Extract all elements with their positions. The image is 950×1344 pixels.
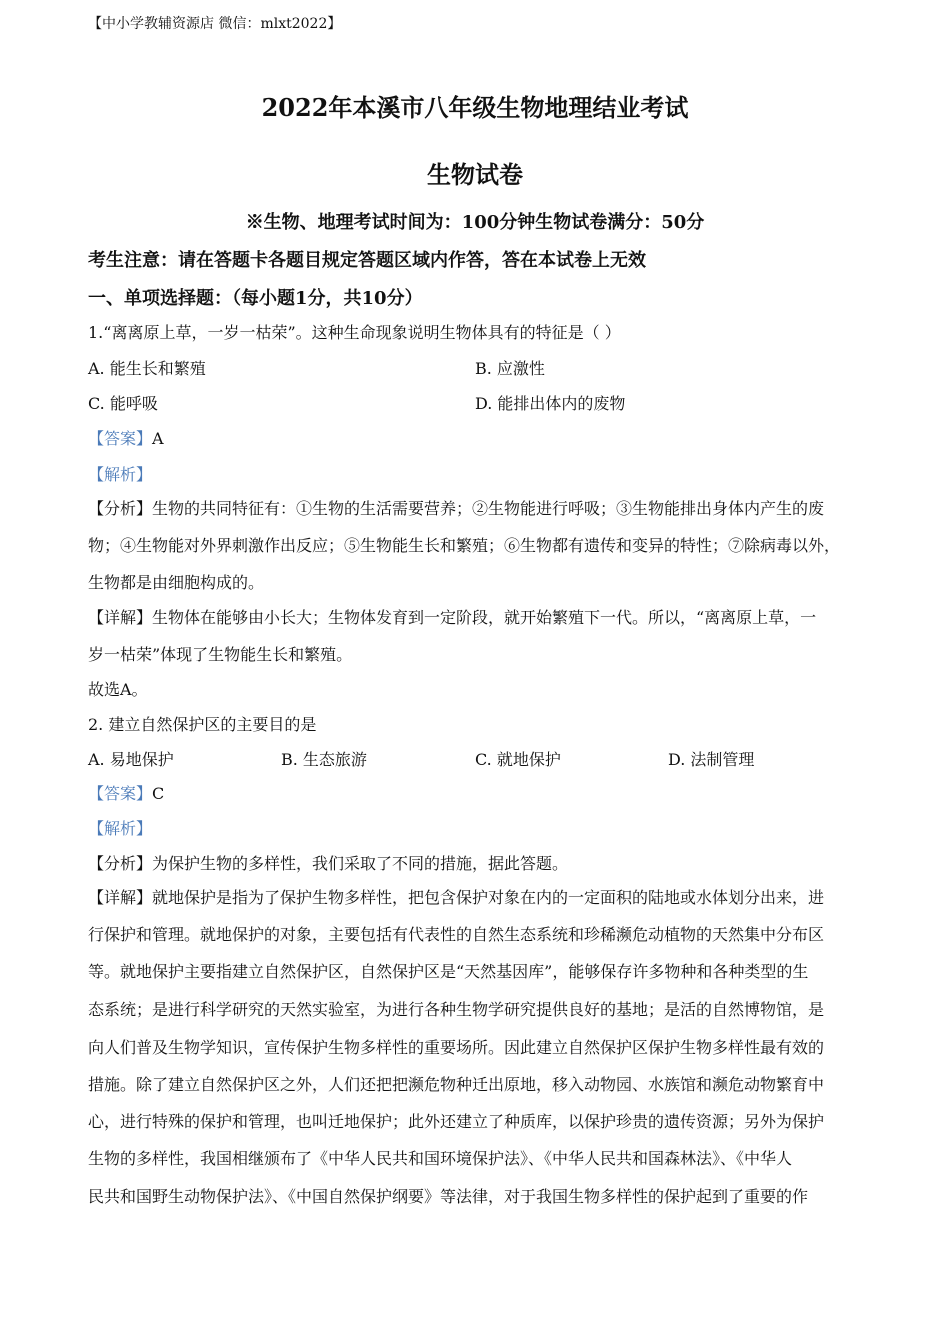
q1-answer-line xyxy=(88,426,164,449)
q1-fenxi-line: 【分析】生物的共同特征有：①生物的生活需要营养；②生物能进行呼吸；③生物能排出身体内产生的废 xyxy=(88,499,825,518)
q2-answer-value: C xyxy=(152,784,165,803)
header-note: 【中小学教辅资源店 微信：mlxt2022】 xyxy=(88,16,342,32)
q1-option-d: D. 能排出体内的废物 xyxy=(475,394,626,413)
q1-xiangjie-line: 【详解】生物体在能够由小长大；生物体发育到一定阶段，就开始繁殖下一代。所以，“离离原上草，一 xyxy=(88,608,817,627)
q1-analysis-label: 【解析】 xyxy=(88,465,153,484)
paper-subtitle: 生物试卷 xyxy=(427,160,523,189)
section-title: 一、单项选择题：（每小题1分，共10分） xyxy=(88,288,423,309)
q1-option-b: B. 应激性 xyxy=(475,359,545,378)
q2-xiangjie-line: 心，进行特殊的保护和管理，也叫迁地保护；此外还建立了种质库，以保护珍贵的遗传资源；另外为保护 xyxy=(88,1112,825,1131)
q2-option-a: A. 易地保护 xyxy=(88,750,174,769)
q2-xiangjie-line: 态系统；是进行科学研究的天然实验室，为进行各种生物学研究提供良好的基地；是活的自然博物馆，是 xyxy=(88,1000,825,1019)
q1-fenxi-line: 生物都是由细胞构成的。 xyxy=(88,573,265,592)
q1-stem: 1.“离离原上草，一岁一枯荣”。这种生命现象说明生物体具有的特征是（ ） xyxy=(88,323,621,342)
q1-option-a: A. 能生长和繁殖 xyxy=(88,359,206,378)
q2-xiangjie-line: 等。就地保护主要指建立自然保护区，自然保护区是“天然基因库”，能够保存许多物种和各种类型的生 xyxy=(88,962,809,981)
q2-xiangjie-line: 措施。除了建立自然保护区之外，人们还把把濒危物种迁出原地，移入动物园、水族馆和濒危动物繁育中 xyxy=(88,1075,825,1094)
q2-option-c: C. 就地保护 xyxy=(475,750,561,769)
q2-option-b: B. 生态旅游 xyxy=(281,750,367,769)
q2-analysis-label: 【解析】 xyxy=(88,819,153,838)
q2-stem: 2. 建立自然保护区的主要目的是 xyxy=(88,715,317,734)
q2-fenxi: 【分析】为保护生物的多样性，我们采取了不同的措施，据此答题。 xyxy=(88,854,569,873)
exam-notice: 考生注意：请在答题卡各题目规定答题区域内作答，答在本试卷上无效 xyxy=(88,250,646,271)
q1-conclusion: 故选A。 xyxy=(88,680,148,699)
q1-option-c: C. 能呼吸 xyxy=(88,394,158,413)
q1-xiangjie-line: 岁一枯荣”体现了生物能生长和繁殖。 xyxy=(88,645,353,664)
q2-option-d: D. 法制管理 xyxy=(668,750,755,769)
exam-title: 2022年本溪市八年级生物地理结业考试 xyxy=(261,93,689,122)
q2-xiangjie-line: 民共和国野生动物保护法》、《中国自然保护纲要》等法律，对于我国生物多样性的保护起到了重要的作 xyxy=(88,1187,809,1206)
answer-label: 【答案】 xyxy=(88,429,153,448)
q2-xiangjie-line: 行保护和管理。就地保护的对象，主要包括有代表性的自然生态系统和珍稀濒危动植物的天然集中分布区 xyxy=(88,925,825,944)
q2-xiangjie-line: 生物的多样性，我国相继颁布了《中华人民共和国环境保护法》、《中华人民共和国森林法》、《中华人 xyxy=(88,1149,793,1168)
q2-answer-line xyxy=(88,781,164,804)
q2-xiangjie-line: 【详解】就地保护是指为了保护生物多样性，把包含保护对象在内的一定面积的陆地或水体划分出来，进 xyxy=(88,888,825,907)
q1-fenxi-line: 物；④生物能对外界刺激作出反应；⑤生物能生长和繁殖；⑥生物都有遗传和变异的特性；⑦除病毒以外， xyxy=(88,536,841,555)
answer-label: 【答案】 xyxy=(88,784,153,803)
q1-answer-value: A xyxy=(152,429,164,448)
q2-xiangjie-line: 向人们普及生物学知识，宣传保护生物多样性的重要场所。因此建立自然保护区保护生物多样性最有效的 xyxy=(88,1038,825,1057)
exam-info: ※生物、地理考试时间为：100分钟生物试卷满分：50分 xyxy=(245,212,705,233)
